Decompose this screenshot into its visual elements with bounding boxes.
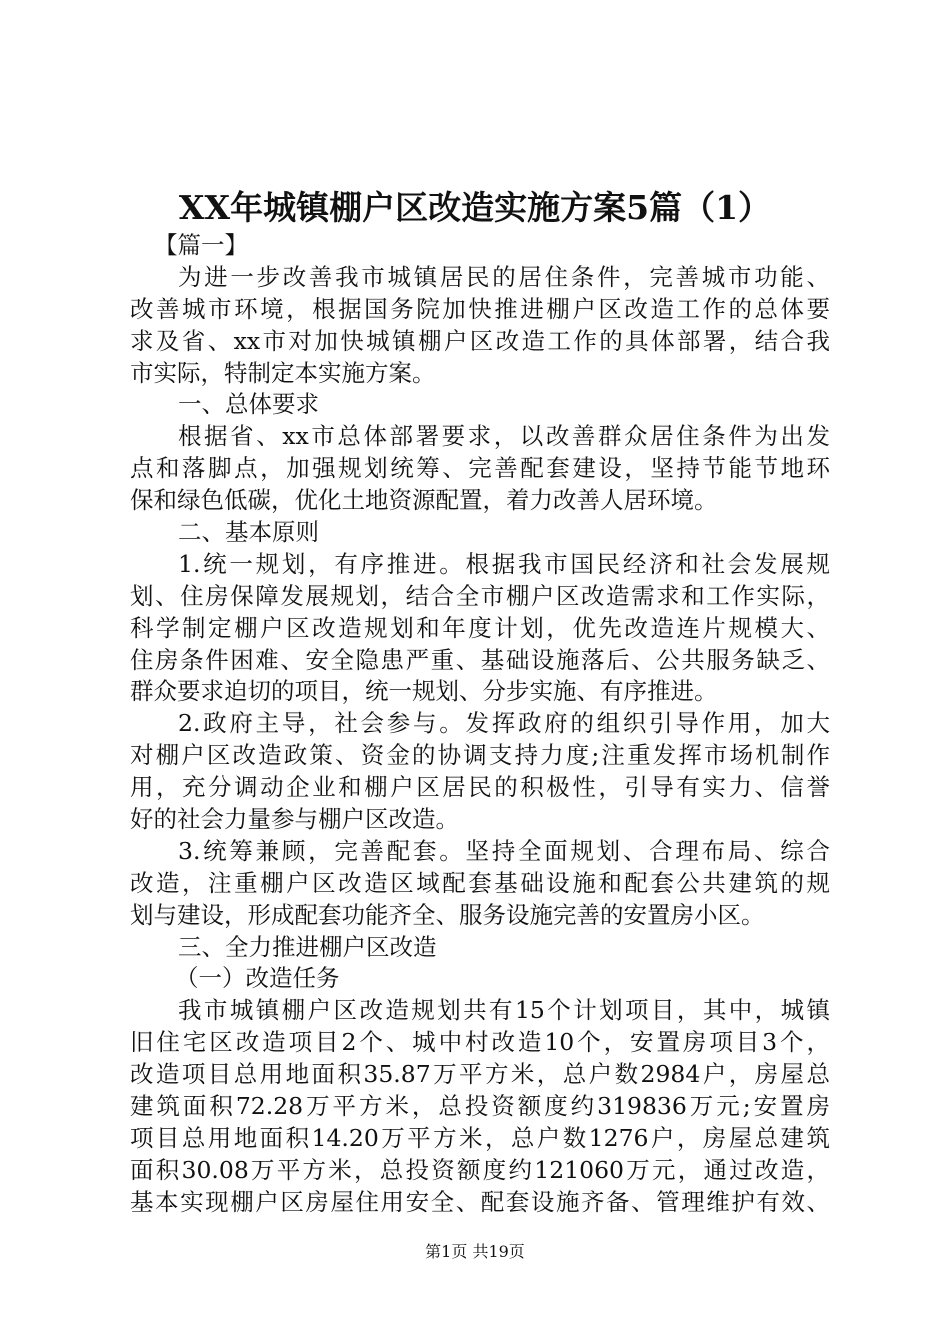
- paragraph-line: 【篇一】: [154, 231, 248, 259]
- paragraph-line: 旧住宅区改造项目2个、城中村改造10个，安置房项目3个，: [130, 1028, 830, 1057]
- document-body: [130, 230, 830, 1219]
- paragraph-line: 为进一步改善我市城镇居民的居住条件，完善城市功能、: [178, 262, 830, 291]
- paragraph-line: 根据省、xx市总体部署要求，以改善群众居住条件为出发: [178, 422, 830, 451]
- paragraph-line: 用，充分调动企业和棚户区居民的积极性，引导有实力、信誉: [130, 773, 830, 802]
- paragraph-line: 面积30.08万平方米，总投资额度约121060万元，通过改造，: [130, 1155, 830, 1184]
- paragraph-line: 改善城市环境，根据国务院加快推进棚户区改造工作的总体要: [130, 294, 830, 323]
- paragraph-line: 群众要求迫切的项目，统一规划、分步实施、有序推进。: [130, 677, 718, 706]
- paragraph-line: 三、全力推进棚户区改造: [178, 932, 437, 961]
- page-footer: 第1页 共19页: [425, 1242, 525, 1261]
- paragraph-line: 项目总用地面积14.20万平方米，总户数1276户，房屋总建筑: [130, 1123, 830, 1152]
- paragraph-line: 住房条件困难、安全隐患严重、基础设施落后、公共服务缺乏、: [130, 645, 830, 674]
- paragraph-line: 改造项目总用地面积35.87万平方米，总户数2984户，房屋总: [130, 1060, 830, 1089]
- paragraph-line: 点和落脚点，加强规划统筹、完善配套建设，坚持节能节地环: [130, 454, 830, 483]
- paragraph-line: 划、住房保障发展规划，结合全市棚户区改造需求和工作实际，: [130, 581, 830, 610]
- paragraph-line: 对棚户区改造政策、资金的协调支持力度;注重发挥市场机制作: [130, 741, 830, 770]
- paragraph-line: 二、基本原则: [178, 518, 319, 547]
- paragraph-line: 求及省、xx市对加快城镇棚户区改造工作的具体部署，结合我: [130, 326, 830, 355]
- paragraph-line: 一、总体要求: [178, 390, 319, 419]
- paragraph-line: 科学制定棚户区改造规划和年度计划，优先改造连片规模大、: [130, 613, 830, 642]
- paragraph-line: 市实际，特制定本实施方案。: [130, 358, 436, 387]
- paragraph-line: （一）改造任务: [175, 964, 340, 993]
- paragraph-line: 基本实现棚户区房屋住用安全、配套设施齐备、管理维护有效、: [130, 1187, 830, 1216]
- paragraph-line: 好的社会力量参与棚户区改造。: [130, 805, 459, 834]
- paragraph-line: 2.政府主导，社会参与。发挥政府的组织引导作用，加大: [178, 709, 830, 738]
- paragraph-line: 建筑面积72.28万平方米，总投资额度约319836万元;安置房: [130, 1092, 830, 1121]
- paragraph-line: 3.统筹兼顾，完善配套。坚持全面规划、合理布局、综合: [178, 836, 830, 865]
- paragraph-line: 我市城镇棚户区改造规划共有15个计划项目，其中，城镇: [178, 996, 830, 1025]
- paragraph-line: 划与建设，形成配套功能齐全、服务设施完善的安置房小区。: [130, 900, 765, 929]
- paragraph-line: 1.统一规划，有序推进。根据我市国民经济和社会发展规: [178, 549, 830, 578]
- document-title: XX年城镇棚户区改造实施方案5篇（1）: [178, 188, 772, 227]
- paragraph-line: 改造，注重棚户区改造区域配套基础设施和配套公共建筑的规: [130, 868, 830, 897]
- paragraph-line: 保和绿色低碳，优化土地资源配置，着力改善人居环境。: [130, 486, 718, 515]
